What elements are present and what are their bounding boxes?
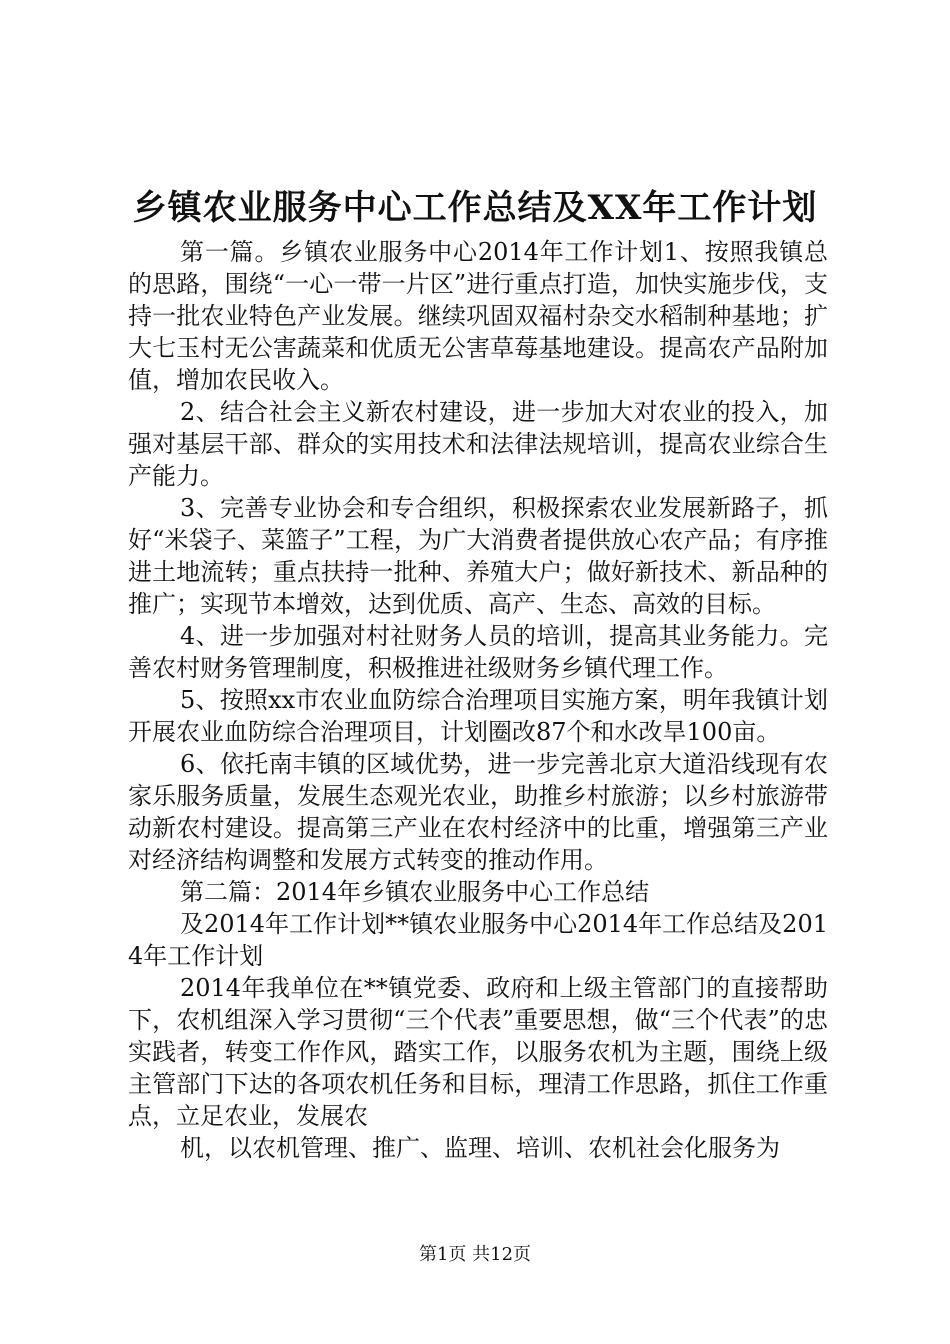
document-title: 乡镇农业服务中心工作总结及XX年工作计划 (132, 188, 818, 228)
paragraph-5: 5、按照xx市农业血防综合治理项目实施方案，明年我镇计划开展农业血防综合治理项目，计划圈改87个和水改旱100亩。 (128, 686, 828, 746)
paragraph-10: 机，以农机管理、推广、监理、培训、农机社会化服务为 (180, 1134, 780, 1162)
paragraph-1: 第一篇。乡镇农业服务中心2014年工作计划1、按照我镇总的思路，围绕“一心一带一片区”进行重点打造，加快实施步伐，支持一批农业特色产业发展。继续巩固双福村杂交水稻制种基地；扩大七玉村无公害蔬菜和优质无公害草莓基地建设。提高农产品附加值，增加农民收入。 (128, 238, 828, 394)
page-number-footer: 第1页 共12页 (418, 1244, 532, 1265)
paragraph-9: 2014年我单位在**镇党委、政府和上级主管部门的直接帮助下，农机组深入学习贯彻“三个代表”重要思想，做“三个代表”的忠实践者，转变工作作风，踏实工作，以服务农机为主题，围绕上级主管部门下达的各项农机任务和目标，理清工作思路，抓住工作重点，立足农业，发展农 (128, 974, 828, 1130)
section-heading-part-2: 第二篇：2014年乡镇农业服务中心工作总结 (180, 878, 650, 906)
paragraph-6: 6、依托南丰镇的区域优势，进一步完善北京大道沿线现有农家乐服务质量，发展生态观光农业，助推乡村旅游；以乡村旅游带动新农村建设。提高第三产业在农村经济中的比重，增强第三产业对经济结构调整和发展方式转变的推动作用。 (128, 750, 828, 874)
paragraph-8: 及2014年工作计划**镇农业服务中心2014年工作总结及2014年工作计划 (128, 910, 828, 970)
paragraph-2: 2、结合社会主义新农村建设，进一步加大对农业的投入，加强对基层干部、群众的实用技术和法律法规培训，提高农业综合生产能力。 (128, 398, 828, 490)
document-body (128, 236, 828, 1164)
paragraph-4: 4、进一步加强对村社财务人员的培训，提高其业务能力。完善农村财务管理制度，积极推进社级财务乡镇代理工作。 (128, 622, 828, 682)
paragraph-3: 3、完善专业协会和专合组织，积极探索农业发展新路子，抓好“米袋子、菜篮子”工程，为广大消费者提供放心农产品；有序推进土地流转；重点扶持一批种、养殖大户；做好新技术、新品种的推广；实现节本增效，达到优质、高产、生态、高效的目标。 (128, 494, 828, 618)
